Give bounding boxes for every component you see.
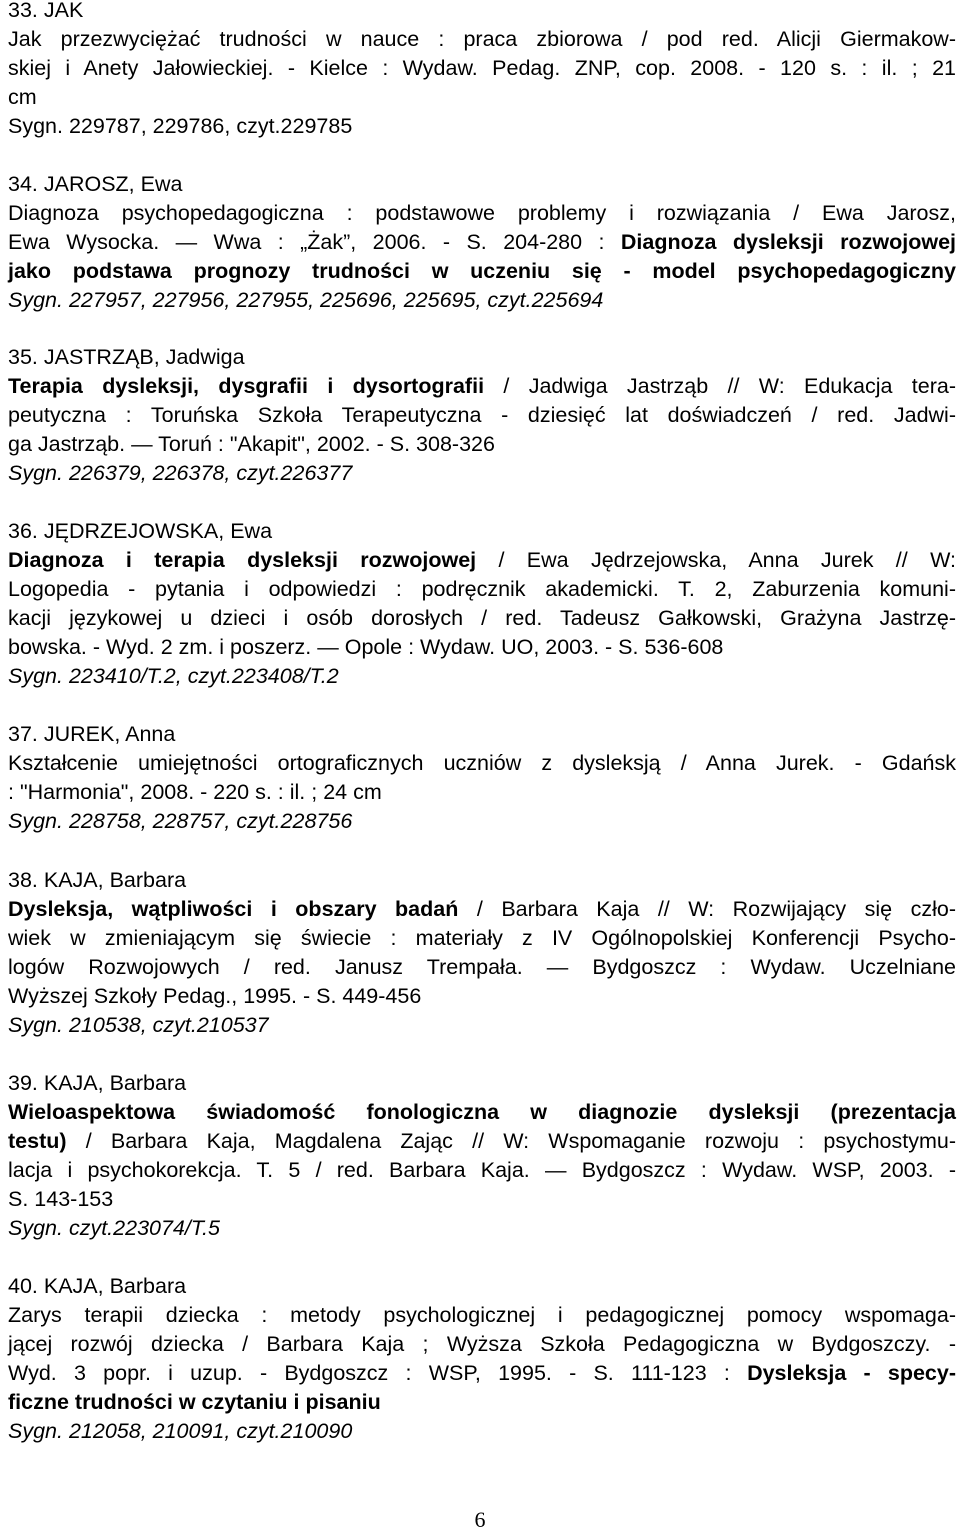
entry-text-line: : "Harmonia", 2008. - 220 s. : il. ; 24 cm xyxy=(8,780,382,804)
entry-text: / Ewa Jędrzejowska, Anna Jurek // W: xyxy=(476,548,956,572)
entry-title: Wieloaspektowa świadomość fonologiczna w diagnozie dysleksji (prezentacja xyxy=(8,1100,956,1124)
entry-text-line: Logopedia - pytania i odpowiedzi : podręcznik akademicki. T. 2, Zaburzenia komuni- xyxy=(8,577,956,601)
entry-subject-title: ficzne trudności w czytaniu i pisaniu xyxy=(8,1390,381,1414)
entry-signature: Sygn. 212058, 210091, czyt.210090 xyxy=(8,1419,353,1443)
entry-signature: Sygn. 223410/T.2, czyt.223408/T.2 xyxy=(8,664,339,688)
entry-text-line xyxy=(8,1359,956,1388)
entry-text-line xyxy=(8,1127,956,1156)
entry-heading: 34. JAROSZ, Ewa xyxy=(8,172,183,196)
entry-39 xyxy=(8,1069,956,1243)
entry-text: / Barbara Kaja // W: Rozwijający się czło- xyxy=(458,897,956,921)
entry-subject-title: Dysleksja - specy- xyxy=(747,1361,956,1385)
entry-title: Dysleksja, wątpliwości i obszary badań xyxy=(8,897,459,921)
entry-signature: Sygn. 229787, 229786, czyt.229785 xyxy=(8,114,353,138)
entry-signature: Sygn. 228758, 228757, czyt.228756 xyxy=(8,809,353,833)
entry-text-line xyxy=(8,895,956,924)
entry-text-line xyxy=(8,372,956,401)
page-number: 6 xyxy=(474,1507,486,1532)
entry-text-line xyxy=(8,228,956,257)
entry-text-line: Wyższej Szkoły Pedag., 1995. - S. 449-456 xyxy=(8,984,422,1008)
entry-heading: 33. JAK xyxy=(8,0,84,22)
entry-subject-title: Diagnoza dysleksji rozwojowej xyxy=(620,230,957,254)
entry-signature: Sygn. 226379, 226378, czyt.226377 xyxy=(8,461,353,485)
entry-38 xyxy=(8,866,956,1040)
entry-heading: 35. JASTRZĄB, Jadwiga xyxy=(8,345,245,369)
entry-40 xyxy=(8,1272,956,1446)
entry-34 xyxy=(8,170,956,315)
entry-text-line: Zarys terapii dziecka : metody psychologicznej i pedagogicznej pomocy wspomaga- xyxy=(8,1303,956,1327)
entry-36 xyxy=(8,517,956,691)
entry-text-line: lacja i psychokorekcja. T. 5 / red. Barbara Kaja. — Bydgoszcz : Wydaw. WSP, 2003. - xyxy=(8,1158,956,1182)
entry-signature: Sygn. czyt.223074/T.5 xyxy=(8,1216,220,1240)
entry-title: Terapia dysleksji, dysgrafii i dysortografii xyxy=(8,374,485,398)
entry-signature: Sygn. 227957, 227956, 227955, 225696, 225695, czyt.225694 xyxy=(8,288,604,312)
entry-heading: 40. KAJA, Barbara xyxy=(8,1274,187,1298)
entry-text: Ewa Wysocka. — Wwa : „Żak”, 2006. - S. 204-280 : xyxy=(8,230,621,254)
entry-heading: 38. KAJA, Barbara xyxy=(8,868,187,892)
entry-text: / Barbara Kaja, Magdalena Zając // W: Wspomaganie rozwoju : psychostymu- xyxy=(66,1129,956,1153)
entry-heading: 36. JĘDRZEJOWSKA, Ewa xyxy=(8,519,273,543)
entry-37 xyxy=(8,720,956,836)
entry-text-line: logów Rozwojowych / red. Janusz Trempała. — Bydgoszcz : Wydaw. Uczelniane xyxy=(8,955,956,979)
entry-text-line: S. 143-153 xyxy=(8,1187,114,1211)
entry-text-line xyxy=(8,546,956,575)
entry-text-line: skiej i Anety Jałowieckiej. - Kielce : Wydaw. Pedag. ZNP, cop. 2008. - 120 s. : il. ; 21 xyxy=(8,56,956,80)
entry-text-line: peutyczna : Toruńska Szkoła Terapeutyczna - dziesięć lat doświadczeń / red. Jadwi- xyxy=(8,403,956,427)
entry-heading: 39. KAJA, Barbara xyxy=(8,1071,187,1095)
entry-text-line: bowska. - Wyd. 2 zm. i poszerz. — Opole : Wydaw. UO, 2003. - S. 536-608 xyxy=(8,635,724,659)
entry-text-line: Jak przezwyciężać trudności w nauce : praca zbiorowa / pod red. Alicji Giermakow- xyxy=(8,27,956,51)
entry-text-line: ga Jastrząb. — Toruń : "Akapit", 2002. - S. 308-326 xyxy=(8,432,495,456)
entry-heading: 37. JUREK, Anna xyxy=(8,722,176,746)
entry-text: / Jadwiga Jastrząb // W: Edukacja tera- xyxy=(484,374,957,398)
entry-text-line: wiek w zmieniającym się świecie : materiały z IV Ogólnopolskiej Konferencji Psycho- xyxy=(8,926,956,950)
entry-text-line: cm xyxy=(8,85,37,109)
entry-title: testu) xyxy=(8,1129,67,1153)
entry-35 xyxy=(8,343,956,488)
entry-subject-title: jako podstawa prognozy trudności w uczeniu się - model psychopedagogiczny xyxy=(8,259,956,283)
entry-signature: Sygn. 210538, czyt.210537 xyxy=(8,1013,269,1037)
entry-text: Wyd. 3 popr. i uzup. - Bydgoszcz : WSP, 1995. - S. 111-123 : xyxy=(8,1361,748,1385)
entry-text-line: Diagnoza psychopedagogiczna : podstawowe problemy i rozwiązania / Ewa Jarosz, xyxy=(8,201,956,225)
entry-text-line: Kształcenie umiejętności ortograficznych uczniów z dysleksją / Anna Jurek. - Gdańsk xyxy=(8,751,956,775)
entry-text-line: kacji językowej u dzieci i osób dorosłych / red. Tadeusz Gałkowski, Grażyna Jastrzę- xyxy=(8,606,956,630)
entry-title: Diagnoza i terapia dysleksji rozwojowej xyxy=(8,548,477,572)
entry-33 xyxy=(8,0,956,141)
entry-text-line: jącej rozwój dziecka / Barbara Kaja ; Wyższa Szkoła Pedagogiczna w Bydgoszczy. - xyxy=(8,1332,956,1356)
